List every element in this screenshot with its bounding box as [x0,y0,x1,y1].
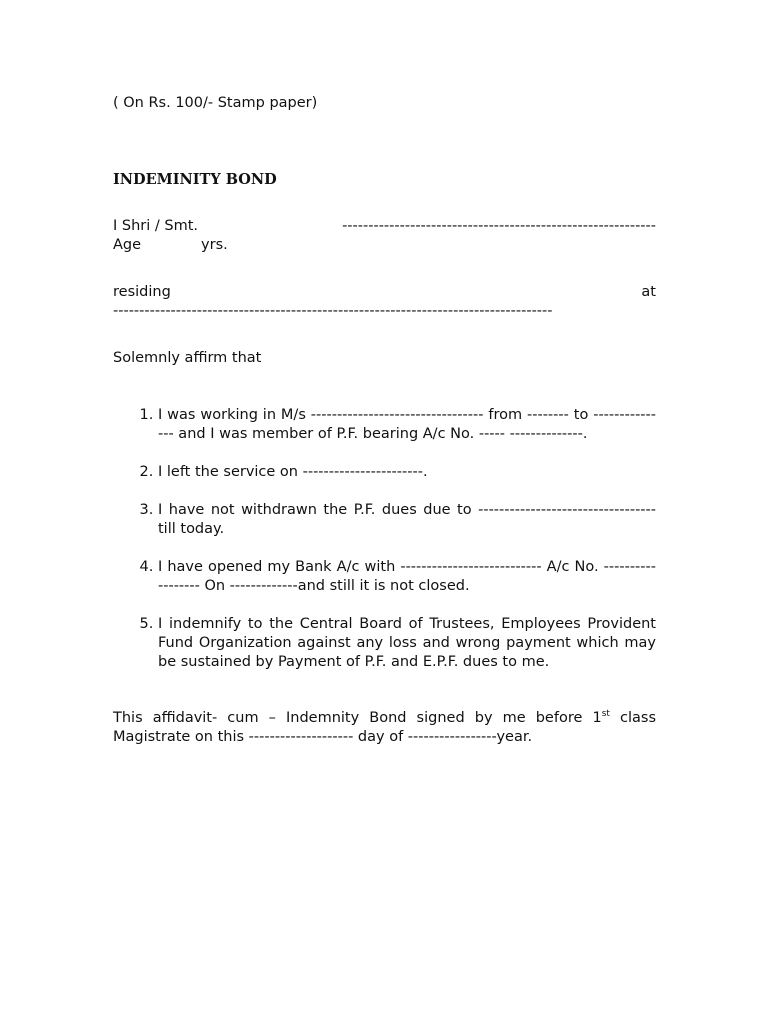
address-blank: ------------------------------------------------------------------------------------ [113,303,553,319]
clause-list [113,406,656,672]
residence-section [113,283,656,321]
list-item: 5. I indemnify to the Central Board of Trustees, Employees Provident Fund Organization against any loss and wrong payment which may be sustained by Payment of P.F. and E.P.F. dues to me. [158,615,656,672]
document-page [113,94,656,762]
affirm-text: Solemnly affirm that [113,350,262,366]
list-item: 4. I have opened my Bank A/c with --------------------------- A/c No. ------------------ On -------------and still it is not closed. [158,558,656,596]
shri-smt-label: I Shri / Smt. [113,218,198,234]
list-item: 1. I was working in M/s --------------------------------- from -------- to --------------- and I was member of P.F. bearing A/c No. ----- --------------. [158,406,656,444]
yrs-label: yrs. [201,237,228,253]
name-line [113,217,656,236]
list-item: 3. I have not withdrawn the P.F. dues due to ---------------------------------- till today. [158,501,656,539]
list-item: 2. I left the service on -----------------------. [158,463,656,482]
age-line [113,236,656,255]
closing-statement [113,709,656,747]
residing-line [113,283,656,302]
document-title: INDEMINITY BOND [113,171,277,188]
age-label: Age [113,237,142,253]
ordinal-suffix: st [601,709,610,720]
closing-text-end: class Magistrate on this -------------------- day of -----------------year. [113,710,656,745]
stamp-note: ( On Rs. 100/- Stamp paper) [113,95,318,111]
residing-label: residing [113,284,171,300]
identity-section [113,217,656,255]
at-label: at [641,284,656,300]
name-blank: ------------------------------------------------------------ [342,218,656,234]
closing-text-start: This affidavit- cum – Indemnity Bond signed by me before 1 [113,710,602,726]
